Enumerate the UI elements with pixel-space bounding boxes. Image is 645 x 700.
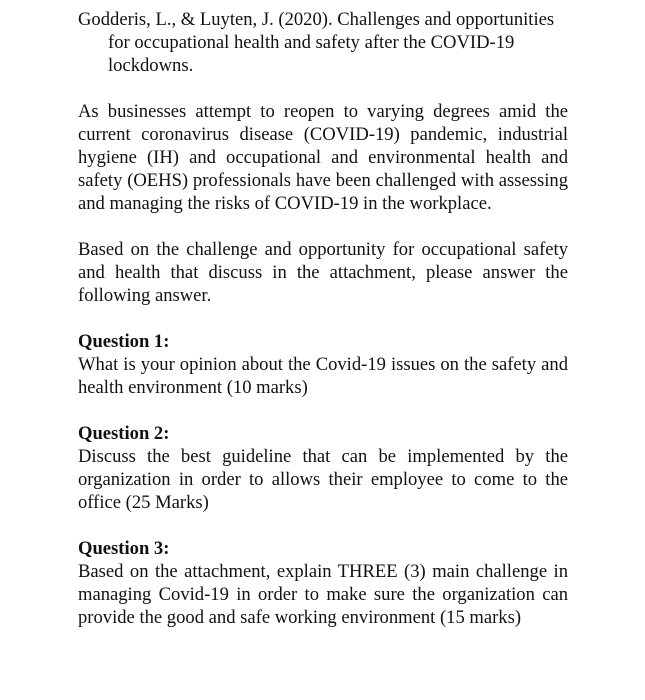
reference-citation: Godderis, L., & Luyten, J. (2020). Challenges and opportunities for occupational health and safety after the COVID-19 lockdowns. bbox=[78, 9, 555, 76]
question-1-text: What is your opinion about the Covid-19 issues on the safety and health environment (10 marks) bbox=[78, 354, 568, 398]
question-1 bbox=[78, 330, 568, 399]
question-1-heading: Question 1: bbox=[78, 331, 170, 352]
intro-paragraph: As businesses attempt to reopen to varying degrees amid the current coronavirus disease (COVID-19) pandemic, industrial hygiene (IH) and occupational and environmental health and safety (OEHS) professionals have been challenged with assessing and managing the risks of COVID-19 in the workplace. bbox=[78, 101, 568, 214]
instruction-paragraph: Based on the challenge and opportunity for occupational safety and health that discuss in the attachment, please answer the following answer. bbox=[78, 239, 568, 306]
question-3-text: Based on the attachment, explain THREE (3) main challenge in managing Covid-19 in order to make sure the organization can provide the good and safe working environment (15 marks) bbox=[78, 561, 568, 628]
question-3 bbox=[78, 537, 568, 629]
question-2-heading: Question 2: bbox=[78, 423, 170, 444]
question-3-heading: Question 3: bbox=[78, 538, 170, 559]
question-2-text: Discuss the best guideline that can be implemented by the organization in order to allows their employee to come to the office (25 Marks) bbox=[78, 446, 568, 513]
question-2 bbox=[78, 422, 568, 514]
assignment-document bbox=[78, 8, 568, 652]
